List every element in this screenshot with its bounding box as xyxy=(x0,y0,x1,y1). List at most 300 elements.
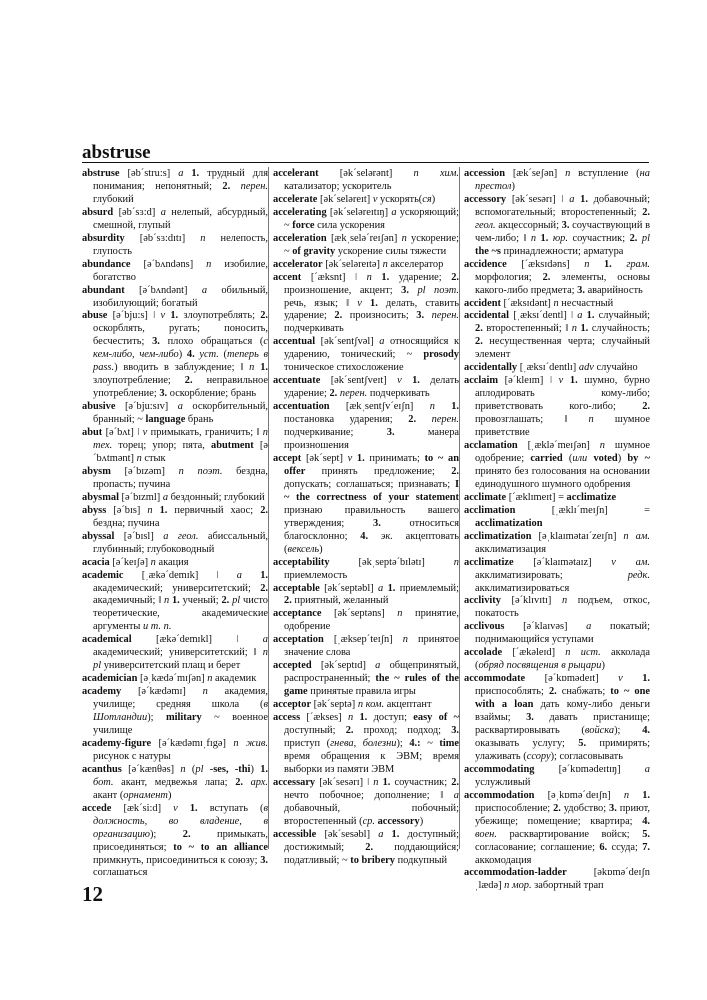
header-rule xyxy=(82,162,649,163)
grammar-label: v xyxy=(160,310,166,322)
definition-text: давать пристанище; расквартировывать ( xyxy=(475,712,650,736)
definition-text: [ækə´demɪkl] ǀ xyxy=(131,634,263,646)
definition-text: университетский плащ и берет xyxy=(101,660,241,672)
headword: acceptance xyxy=(273,608,322,620)
sense-number: 2. xyxy=(260,310,269,322)
definition-text: абиссальный, глубинный; глубоководный xyxy=(93,530,268,555)
sense-number: 3. xyxy=(260,854,268,866)
dictionary-entry xyxy=(82,505,268,531)
grammar-label: n xyxy=(401,232,407,244)
definition-text: [ək´sept] xyxy=(301,452,348,464)
definition-text: [ək´seləreɪtɪŋ] xyxy=(326,206,392,218)
example-phrase: acclimatize xyxy=(566,491,617,503)
dictionary-column-2 xyxy=(273,168,459,867)
dictionary-entry xyxy=(82,427,268,466)
grammar-label: n xyxy=(429,401,435,413)
dictionary-entry xyxy=(273,194,459,207)
definition-text: неправильное употребление; xyxy=(93,375,268,400)
definition-text: приятный, желанный xyxy=(291,595,389,607)
grammar-label: a xyxy=(177,401,183,413)
definition-text: [ək´selərənt] xyxy=(318,168,414,179)
definition-text: [ə´bʌndənt] xyxy=(124,284,202,296)
definition-text: [ə´bʌndəns] xyxy=(130,258,207,270)
grammar-label: a xyxy=(644,763,650,775)
grammar-label: a xyxy=(178,168,184,179)
definition-text: принять предложение; xyxy=(305,465,452,477)
definition-text: [´ækses] xyxy=(300,712,348,724)
definition-text: бездна, пропасть; пучина xyxy=(93,465,268,490)
sense-number: 2. xyxy=(365,841,374,853)
definition-text: [ə´bʌt] ǀ xyxy=(102,427,143,439)
grammar-label: v xyxy=(618,673,623,685)
definition-text: [əb´stru:s] xyxy=(119,168,179,179)
sense-number: 1. xyxy=(378,776,391,788)
definition-text: случайный; xyxy=(594,310,651,322)
dictionary-entry xyxy=(464,375,650,440)
grammar-label: n жив. xyxy=(233,737,268,749)
definition-text: [ək´sentʃveɪt] xyxy=(320,375,398,387)
definition-text: [´æksɪdəns] xyxy=(506,258,585,270)
definition-text: ( xyxy=(562,452,573,464)
grammar-label: n ком. xyxy=(357,699,385,711)
headword: accommodate xyxy=(464,673,526,685)
sense-number: 3. xyxy=(451,724,459,736)
definition-text: сила ускорения xyxy=(314,219,385,231)
dictionary-entry xyxy=(273,259,459,272)
definition-text: [əb´sɜ:d] xyxy=(113,206,161,218)
example-phrase: the ~s xyxy=(475,245,501,257)
column-separator xyxy=(459,167,460,849)
example-phrase: language xyxy=(145,414,186,426)
definition-text: злоупотреблять; xyxy=(178,310,261,322)
definition-text: нелепый, абсурдный, смешной, глупый xyxy=(93,206,268,231)
grammar-label: n xyxy=(530,232,537,244)
grammar-label: перен. xyxy=(431,310,459,322)
sense-number: 1. xyxy=(177,802,198,814)
dictionary-entry xyxy=(82,207,268,233)
sense-number: 1. xyxy=(353,712,368,724)
example-phrase: easy of ~ xyxy=(413,712,459,724)
definition-text: оскорбление; брань xyxy=(167,388,257,400)
definition-text: ( xyxy=(185,763,196,775)
grammar-label: a xyxy=(201,284,208,296)
dictionary-entry xyxy=(273,634,459,660)
grammar-label: n xyxy=(150,556,156,568)
definition-text: академический; университетский; ǁ xyxy=(93,647,263,659)
definition-text: [ək´seləreɪtə] xyxy=(322,258,383,270)
definition-text: покатый; поднимающийся уступами xyxy=(475,621,650,646)
dictionary-entry xyxy=(273,699,459,712)
definition-text: провозглашать; ǁ xyxy=(475,414,589,426)
definition-text: снабжать; xyxy=(556,686,611,698)
grammar-label: войска xyxy=(584,724,615,736)
dictionary-entry xyxy=(273,207,459,233)
dictionary-entry xyxy=(273,401,459,453)
headword: accepted xyxy=(273,660,312,672)
definition-text: [ə´bʌtmənt] xyxy=(93,440,268,464)
definition-text: [ək´septəbl] xyxy=(319,582,379,594)
headword: accentuate xyxy=(273,375,321,387)
definition-text: приемлемый; xyxy=(395,582,459,594)
dictionary-entry xyxy=(464,194,650,259)
sense-number: 2. xyxy=(408,414,417,426)
definition-text: подъем, откос, покатость xyxy=(475,595,650,620)
headword: academician xyxy=(82,673,138,685)
dictionary-entry xyxy=(464,492,650,505)
grammar-label: n xyxy=(565,168,571,179)
dictionary-entry xyxy=(273,557,459,583)
grammar-label: a xyxy=(577,310,583,322)
grammar-label: ся xyxy=(422,193,432,205)
definition-text: примкнуть, присоединиться к союзу; xyxy=(93,854,261,866)
definition-text: несущественная черта; случайный элемент xyxy=(475,336,650,361)
grammar-label: n xyxy=(402,634,408,646)
grammar-label: ссору xyxy=(526,750,551,762)
grammar-label: a xyxy=(453,789,459,801)
definition-text xyxy=(612,259,627,270)
grammar-label: перен. xyxy=(240,180,268,192)
definition-text: ); xyxy=(396,737,410,749)
definition-text: академик xyxy=(212,673,257,685)
headword: absurd xyxy=(82,206,114,218)
definition-text: оскорбительный, бранный; ~ xyxy=(93,401,268,426)
definition-text: соучаствующий в чем-либо; ǁ xyxy=(475,219,650,244)
running-head-guideword: abstruse xyxy=(82,142,151,163)
definition-text: [ækˌselə´reɪʃən] xyxy=(326,232,402,244)
grammar-label: n xyxy=(347,712,354,724)
column-separator xyxy=(268,167,269,849)
dictionary-entry xyxy=(82,531,268,557)
grammar-label: v xyxy=(357,297,362,309)
example-phrase: force xyxy=(292,219,315,231)
headword: accept xyxy=(273,452,302,464)
grammar-label: арх. xyxy=(250,776,268,788)
sense-number: 2. xyxy=(184,375,193,387)
sense-number: 1. xyxy=(165,310,179,322)
example-phrase: to ~ to an alliance xyxy=(173,841,268,853)
sense-number: 2. xyxy=(284,595,292,607)
definition-text: [ək´sesəbl] xyxy=(316,828,379,840)
definition-text: тоническое стихосложение xyxy=(284,362,404,374)
definition-text: [əb´sɜ:dɪtɪ] xyxy=(124,232,201,244)
sense-number: 2. xyxy=(235,776,243,788)
dictionary-entry xyxy=(464,621,650,647)
example-phrase: accessory xyxy=(377,815,420,827)
definition-text: [ə´kleɪm] ǀ xyxy=(498,375,559,387)
dictionary-entry xyxy=(464,595,650,621)
definition-text: произносить; xyxy=(342,310,417,322)
definition-text: шумное приветствие xyxy=(475,414,650,439)
dictionary-entry xyxy=(464,168,650,194)
definition-text: изобилие, богатство xyxy=(93,258,268,283)
headword: accent xyxy=(273,271,302,283)
grammar-label: n xyxy=(163,595,170,607)
sense-number: 2. xyxy=(548,686,557,698)
grammar-label: a xyxy=(569,193,575,205)
dictionary-entry xyxy=(464,531,650,557)
sense-number: 3. xyxy=(401,284,409,296)
sense-number: 4. xyxy=(360,530,369,542)
definition-text: приспособлять; xyxy=(475,686,549,698)
sense-number: 2. xyxy=(260,504,268,516)
definition-text xyxy=(243,777,251,788)
sense-number: 1. xyxy=(582,310,595,322)
sense-number: 1. xyxy=(563,375,578,387)
definition-text: дать кому-либо деньги взаймы; xyxy=(475,699,651,724)
definition-text: случайность; xyxy=(588,323,651,335)
dictionary-entry xyxy=(82,492,268,505)
headword: acclivous xyxy=(464,621,505,633)
sense-number: 4. xyxy=(186,349,195,361)
sense-number: 1. xyxy=(183,168,200,179)
sense-number: 3. xyxy=(373,517,381,529)
example-phrase: -ses, -thi xyxy=(209,763,251,775)
sense-number: 1. xyxy=(260,763,268,775)
dictionary-entry xyxy=(273,608,459,634)
dictionary-entry xyxy=(273,453,459,557)
headword: acclimate xyxy=(464,491,507,503)
definition-text: [əkˌseptə´bɪlətɪ] xyxy=(329,556,454,568)
definition-text: принято без голосования на основании единодушного шумного одобрения xyxy=(475,465,650,490)
headword: accede xyxy=(82,802,112,814)
definition-text: ускорять( xyxy=(377,193,423,205)
definition-text: принятые правила игры xyxy=(307,686,416,698)
grammar-label: n мор. xyxy=(504,880,532,892)
definition-text: относящийся к ударению, тонический; ~ xyxy=(284,336,460,361)
headword: accommodation-ladder xyxy=(464,867,567,879)
sense-number: 3. xyxy=(609,802,617,814)
definition-text: [´æksɪdənt] xyxy=(500,297,554,309)
sense-number: 1. xyxy=(401,375,420,387)
definition-text: [ˌækə´demɪk] ǀ xyxy=(123,569,237,581)
definition-text: [ə´kædəmɪˌfɪgə] xyxy=(151,737,234,749)
grammar-label: v ам. xyxy=(611,556,650,568)
definition-text: подчеркивать xyxy=(367,388,430,400)
definition-text: злоупотребление; xyxy=(93,375,185,387)
sense-number: 2. xyxy=(334,310,343,322)
definition-text: акация xyxy=(155,556,189,568)
headword: acclimatize xyxy=(464,556,514,568)
sense-number: 4.: xyxy=(409,737,421,749)
sense-number: 1. xyxy=(434,401,459,413)
dictionary-entry xyxy=(273,712,459,777)
definition-text: ) xyxy=(511,180,515,192)
grammar-label: и т. п. xyxy=(143,621,172,633)
definition-text: первичный хаос; xyxy=(167,504,261,516)
sense-number: 3. xyxy=(386,427,395,439)
definition-text: относиться благосклонно; xyxy=(284,517,459,542)
headword: acceptability xyxy=(273,556,330,568)
grammar-label: a xyxy=(236,569,242,581)
definition-text: академия, училище; средняя школа ( xyxy=(93,686,268,711)
definition-text: примыкать, присоединяться; xyxy=(93,828,268,853)
definition-text: [ˌæksɪ´dentlɪ] xyxy=(517,362,579,374)
definition-text: подчеркивать xyxy=(284,323,344,335)
dictionary-entry xyxy=(273,660,459,699)
definition-text: подкупный xyxy=(395,854,448,866)
sense-number: 2. xyxy=(345,724,354,736)
definition-text: [ækˌsentʃv´eɪʃn] xyxy=(329,401,430,413)
definition-text: принимать; xyxy=(364,452,425,464)
headword: abundant xyxy=(82,284,125,296)
definition-text: добавочный; вспомогательный; второстепенный; xyxy=(475,193,650,218)
example-phrase: the ~ rules of the game xyxy=(284,673,459,698)
definition-text: ( xyxy=(218,349,227,361)
grammar-label: или xyxy=(572,452,588,464)
sense-number: 1. xyxy=(536,232,549,244)
grammar-label: n xyxy=(561,595,568,607)
definition-text: [əkɒmə´deɪʃnˌlædə] xyxy=(475,867,650,892)
definition-text: приступ ( xyxy=(284,737,331,749)
grammar-label: с кем-либо, чем-либо xyxy=(93,336,269,361)
dictionary-entry xyxy=(82,259,268,285)
definition-text: акклиматизировать; xyxy=(475,569,628,581)
definition-text: забортный трап xyxy=(531,880,604,892)
grammar-label: pl поэт. xyxy=(417,284,459,296)
definition-text: ударение; xyxy=(389,271,452,283)
definition-text: шумно, бурно аплодировать кому-либо; приветствовать кого-либо; xyxy=(475,375,650,413)
grammar-label: n xyxy=(366,271,372,283)
definition-text: вступление ( xyxy=(570,168,640,179)
definition-text: катализатор; ускоритель xyxy=(284,180,392,192)
grammar-label: a xyxy=(378,582,384,594)
sense-number: 1. xyxy=(629,789,651,801)
definition-text: манера произношения xyxy=(284,427,459,452)
headword: abuse xyxy=(82,310,108,322)
grammar-label: a xyxy=(378,828,384,840)
headword: accidental xyxy=(464,310,510,322)
definition-text: акант ( xyxy=(93,789,124,801)
definition-text: [ˌæklə´meɪʃən] xyxy=(517,440,600,452)
grammar-label: n xyxy=(623,789,630,801)
grammar-label: n xyxy=(599,440,605,452)
definition-text xyxy=(424,310,432,321)
definition-text: поддающийся; податливый; ~ xyxy=(284,841,459,866)
headword: acceptation xyxy=(273,634,324,646)
definition-text: соглашаться xyxy=(93,867,148,879)
dictionary-entry xyxy=(273,777,459,829)
grammar-label: a xyxy=(391,206,397,218)
definition-text: доступ; xyxy=(367,712,414,724)
dictionary-entry xyxy=(464,259,650,298)
definition-text: примирять; улаживать ( xyxy=(475,737,650,762)
grammar-label: a xyxy=(162,491,169,503)
definition-text: нечто побочное; дополнение; ǁ xyxy=(284,789,454,801)
definition-text: ) xyxy=(419,815,424,827)
grammar-label: n xyxy=(588,414,594,426)
definition-text: [ək´seləreɪt] xyxy=(317,193,373,205)
headword: acclimatization xyxy=(464,530,532,542)
headword: accidence xyxy=(464,258,507,270)
dictionary-entry xyxy=(82,168,268,207)
sense-number: 4. xyxy=(642,724,650,736)
sense-number: 5. xyxy=(578,737,587,749)
definition-text: приют, убежище; помещение; квартира; xyxy=(475,802,650,827)
definition-text: [ə´klɪvɪtɪ] xyxy=(500,595,562,607)
sense-number: 3. xyxy=(159,388,168,400)
dictionary-entry xyxy=(82,634,268,673)
definition-text: акцептант xyxy=(384,699,432,711)
grammar-label: n xyxy=(373,776,379,788)
grammar-label: n тех. xyxy=(93,427,268,452)
example-phrase: acclimatization xyxy=(475,517,543,529)
headword: accentual xyxy=(273,336,316,348)
definition-text: [ə´bɪs] xyxy=(106,504,148,516)
headword: academy xyxy=(82,686,122,698)
definition-text: второстепенный; ǁ xyxy=(482,323,572,335)
grammar-label: v xyxy=(372,193,378,205)
headword: accelerant xyxy=(273,168,319,179)
definition-text: глубокий xyxy=(93,193,134,205)
definition-text: допускать; соглашаться; признавать; xyxy=(284,478,455,490)
definition-text: [əˌklaɪmətaɪ´zeɪʃn] xyxy=(531,530,624,542)
sense-number: 1. xyxy=(352,452,365,464)
headword: acceleration xyxy=(273,232,327,244)
definition-text: случайно xyxy=(593,362,638,374)
grammar-label: редк. xyxy=(627,569,650,581)
definition-text: соучастник; xyxy=(390,776,452,788)
definition-text: рисунок с натуры xyxy=(93,750,171,762)
definition-text: [´æklɪmeɪt] = xyxy=(506,491,567,503)
definition-text: расквартирование войск; xyxy=(496,828,643,840)
definition-text: оскорблять, ругать; поносить, бесчестить; xyxy=(93,323,268,348)
grammar-label: n xyxy=(206,258,212,270)
grammar-label: вексель xyxy=(287,543,320,555)
grammar-label: v xyxy=(142,427,148,439)
dictionary-entry xyxy=(464,310,650,362)
grammar-label: v xyxy=(173,802,178,814)
grammar-label: перен. xyxy=(431,414,459,426)
definition-text: речь, язык; ǁ xyxy=(284,297,358,309)
sense-number: 2. xyxy=(451,776,459,788)
example-phrase: military xyxy=(165,712,202,724)
headword: academical xyxy=(82,634,132,646)
definition-text: принятие, одобрение xyxy=(284,608,459,633)
definition-text: [ək´sentʃvəl] xyxy=(315,336,380,348)
definition-text: акселератор xyxy=(387,258,444,270)
grammar-label: a xyxy=(375,660,381,672)
grammar-label: перен. xyxy=(339,388,368,400)
dictionary-entry xyxy=(273,583,459,609)
definition-text: [ˌæklɪ´meɪʃn] = xyxy=(515,504,650,516)
sense-number: 3. xyxy=(152,336,160,348)
sense-number: 2. xyxy=(451,271,460,283)
grammar-label: эк. xyxy=(380,530,393,542)
headword: accelerator xyxy=(273,258,323,270)
sense-number: 2. xyxy=(222,180,231,192)
definition-text: приспособление; xyxy=(475,802,554,814)
definition-text: проход; подход; xyxy=(353,724,452,736)
definition-text: трудный для понимания; непонятный; xyxy=(93,168,269,192)
grammar-label: n xyxy=(249,362,255,374)
definition-text: доступный; достижимый; xyxy=(284,828,459,853)
headword: accelerating xyxy=(273,206,327,218)
definition-text: принадлежности; арматура xyxy=(500,245,624,257)
definition-text: чисто теоретические, академические аргументы xyxy=(93,595,268,633)
headword: accident xyxy=(464,297,501,309)
example-phrase: carried xyxy=(530,452,563,464)
grammar-label: геол. xyxy=(475,219,496,231)
definition-text: [ə´bɪsl] xyxy=(114,530,164,542)
sense-number: 2. xyxy=(642,401,650,413)
definition-text: ); xyxy=(147,712,166,724)
definition-text: ) xyxy=(167,789,172,801)
definition-text: [ə´bju:s] ǀ xyxy=(107,310,161,322)
dictionary-entry xyxy=(464,440,650,492)
definition-text: ~ xyxy=(420,737,440,749)
example-phrase: voted xyxy=(593,452,618,464)
dictionary-entry xyxy=(273,168,459,194)
